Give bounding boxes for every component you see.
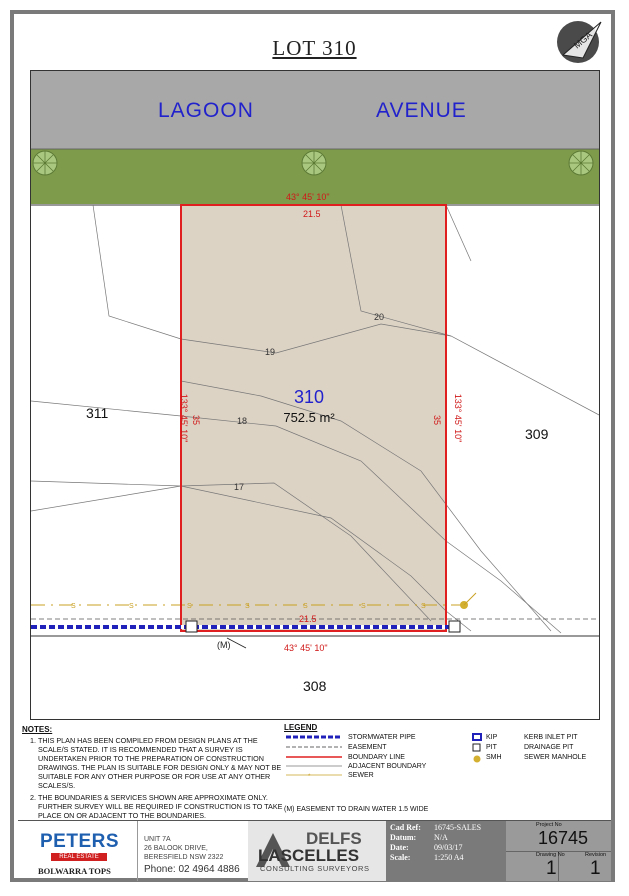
plan-drawing [31,71,600,720]
sewer-letter: S [361,603,366,610]
legend-smh-label: SEWER MANHOLE [524,754,587,761]
legend-adjacent: ADJACENT BOUNDARY [348,763,427,770]
drawing-no: 1 [546,858,557,879]
lascelles-word: LASCELLES [258,846,360,865]
project-no-label: Project No [536,822,562,828]
contour-label: 17 [234,482,245,492]
sewer-letter: S [245,603,250,610]
right-length: 35 [432,414,442,426]
legend-pit-label: DRAINAGE PIT [524,744,574,751]
easement-marker: (M) [217,640,231,650]
left-length: 35 [191,414,201,426]
street-name-word-2: AVENUE [376,99,467,122]
neighbour-lot-left: 311 [86,405,109,421]
delfs-lascelles-logo [248,821,386,881]
legend-line-samples [284,732,354,792]
agent-address [142,821,248,881]
sewer-letter: S [129,603,134,610]
revision: 1 [590,858,601,879]
sewer-letter: S [187,603,192,610]
note-item: 1. THIS PLAN HAS BEEN COMPILED FROM DESIGN PLANS AT THE SCALE/S STATED. IT IS RECOMMENDED THAT A SURVEY IS UNDERTAKEN PRIOR TO THE PREPARATION OF CONSTRUCTION DRAWINGS. THE PLAN IS SUITABLE FOR DESIGN ONLY & MAY NOT BE SUITABLE FOR ANY OTHER PURPOSE OR FOR USE AT ANY OTHER SCALES/S. [38,736,287,790]
agent-phone: Phone: 02 4964 4886 [144,864,240,875]
cad-ref-value: 16745-SALES [434,823,482,832]
neighbour-lot-right: 309 [525,426,549,442]
contour-label: 18 [237,416,248,426]
sewer-letter: S [421,603,426,610]
legend-sewer: SEWER [348,772,374,779]
sewer-letter: S [71,603,76,610]
datum-value: N/A [434,833,448,842]
sewer-letter: S [303,603,308,610]
delfs-word: DELFS [306,829,362,848]
address-line: BERESFIELD NSW 2322 [144,854,224,861]
top-length: 21.5 [303,209,321,219]
note-item: 2. THE BOUNDARIES & SERVICES SHOWN ARE APPROXIMATE ONLY. FURTHER SURVEY WILL BE REQUIRED IF CONSTRUCTION IS TO TAKE PLACE ON OR ADJACENT TO THE BOUNDARIES. [38,793,287,820]
date-value: 09/03/17 [434,843,463,852]
contour-label: 20 [374,312,385,322]
scale-value: 1:250 A4 [434,853,464,862]
lot-area: 752.5 m² [283,410,335,425]
date-label: Date: [390,843,409,852]
title-block [18,820,611,881]
peters-brand: PETERS [40,831,120,852]
legend-kip-code: KIP [486,734,498,741]
legend-stormwater: STORMWATER PIPE [348,734,416,741]
project-no: 16745 [538,828,589,848]
legend-easement: EASEMENT [348,744,387,751]
right-bearing: 133° 45' 10" [453,393,463,443]
address-line: 26 BALOOK DRIVE, [144,845,208,852]
svg-text:*: * [308,774,311,780]
notes-heading: NOTES: [22,725,53,734]
bottom-bearing: 43° 45' 10" [284,643,328,653]
project-numbers [506,821,611,881]
contour-label: 19 [265,347,276,357]
page-title: LOT 310 [272,36,357,60]
drawing-details [386,821,506,881]
lot-number: 310 [293,387,325,407]
drainage-pit-icon [449,621,460,632]
legend-kip-label: KERB INLET PIT [524,734,578,741]
bottom-length: 21.5 [299,614,317,624]
consulting-surveyors: CONSULTING SURVEYORS [260,864,370,873]
legend-smh-code: SMH [486,754,502,761]
mga-north-icon [553,18,607,66]
site-plan [30,70,600,720]
datum-label: Datum: [390,833,417,842]
neighbour-lot-below: 308 [303,678,327,694]
legend-symbol-samples [471,732,485,768]
peters-sub: REAL ESTATE [51,853,107,861]
revision-label: Revision [585,852,607,858]
top-bearing: 43° 45' 10" [286,192,330,202]
mga-label: MGA [571,29,595,51]
legend-section [284,723,604,813]
legend-heading: LEGEND [284,723,318,732]
tree-icon [33,151,57,175]
legend-pit-code: PIT [486,744,497,751]
peters-logo [18,821,138,881]
cad-ref-label: Cad Ref: [390,823,421,832]
legend-boundary: BOUNDARY LINE [348,754,405,761]
address-line: UNIT 7A [144,836,171,843]
peters-office: BOLWARRA TOPS [38,866,111,876]
tree-icon [302,151,326,175]
scale-label: Scale: [390,853,411,862]
drainage-pit-icon [186,621,197,632]
street-name-word-1: LAGOON [158,99,254,122]
notes-section [22,725,287,823]
legend-easement-note: (M) EASEMENT TO DRAIN WATER 1.5 WIDE [284,806,429,813]
drawing-no-label: Drawing No [536,852,565,858]
left-bearing: 133° 45' 10" [179,393,189,443]
tree-icon [569,151,593,175]
